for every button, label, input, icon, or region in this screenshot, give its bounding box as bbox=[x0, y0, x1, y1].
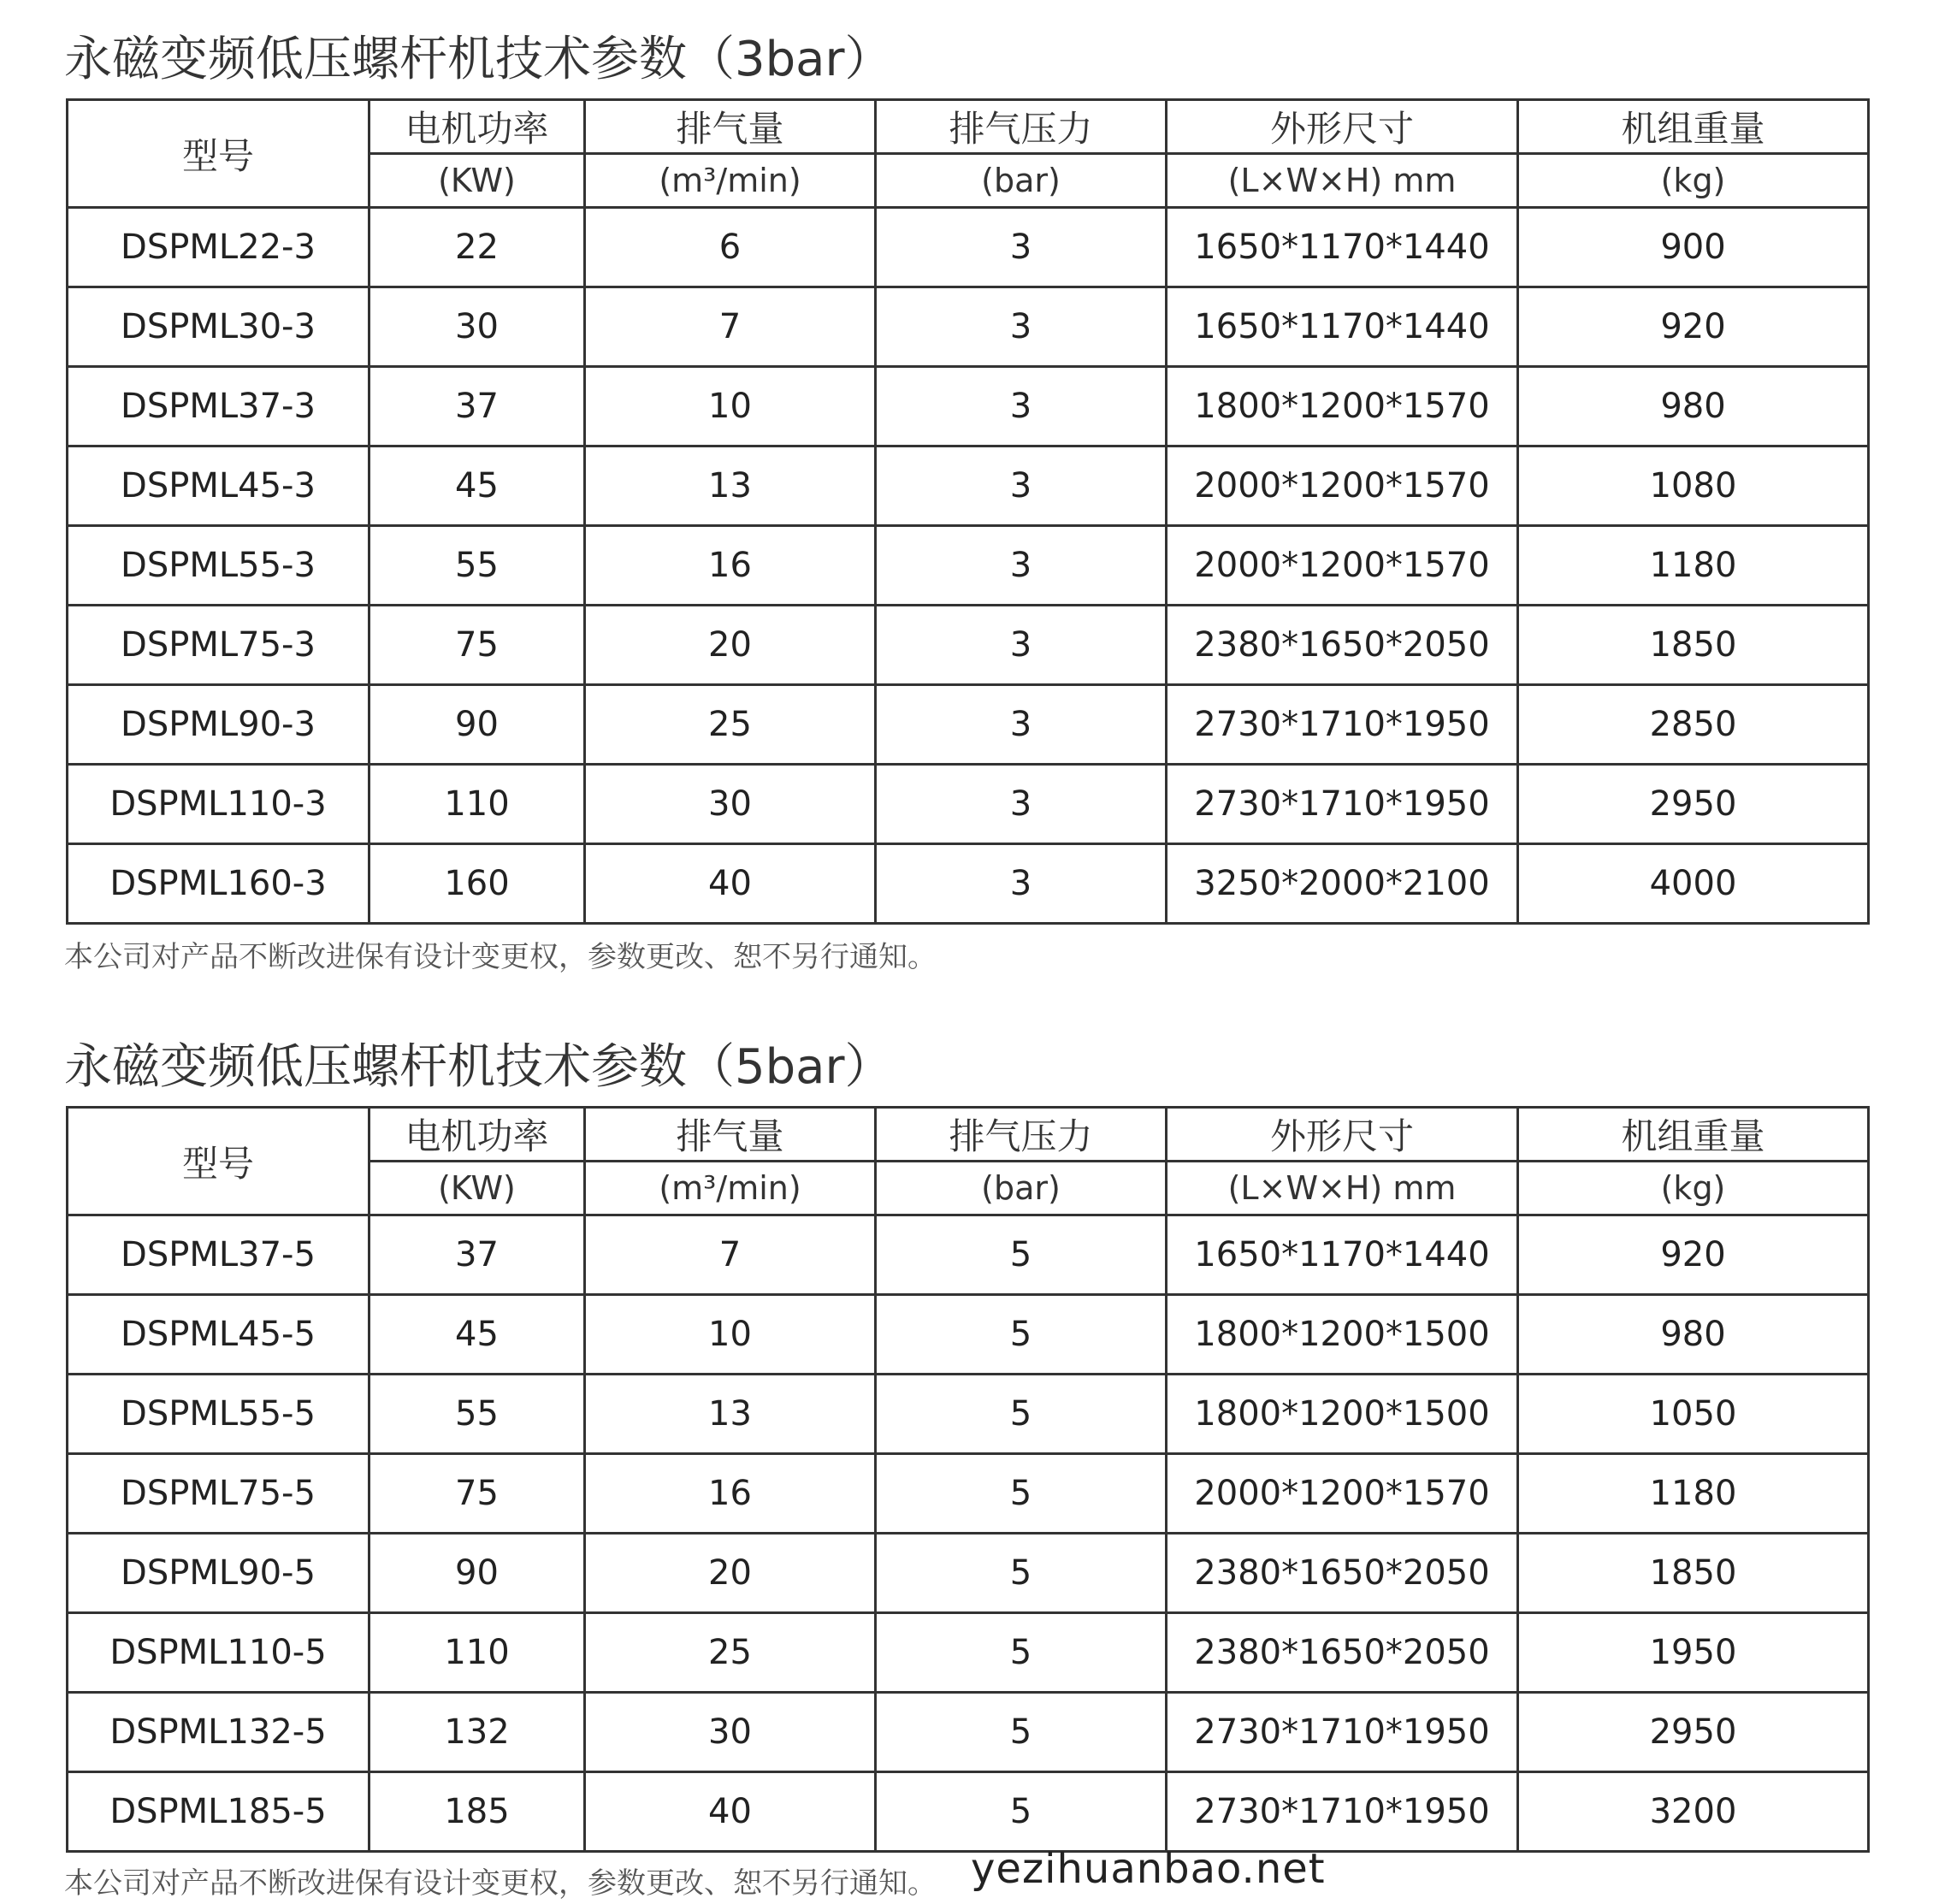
cell-model: DSPML110-3 bbox=[68, 765, 369, 844]
cell-power: 110 bbox=[369, 1613, 585, 1693]
header-weight: 机组重量 bbox=[1518, 1108, 1869, 1162]
cell-pressure: 3 bbox=[876, 606, 1167, 685]
table-title-5bar: 永磁变频低压螺杆机技术参数（5bar） bbox=[64, 1039, 893, 1095]
header-power-unit: (KW) bbox=[369, 1162, 585, 1215]
header-dimension-unit: (L×W×H) mm bbox=[1167, 154, 1518, 208]
cell-pressure: 3 bbox=[876, 765, 1167, 844]
header-power: 电机功率 bbox=[369, 1108, 585, 1162]
cell-pressure: 5 bbox=[876, 1772, 1167, 1852]
cell-model: DSPML55-5 bbox=[68, 1375, 369, 1454]
cell-model: DSPML90-5 bbox=[68, 1534, 369, 1613]
table-row bbox=[68, 208, 1869, 287]
table-row bbox=[68, 1613, 1869, 1693]
cell-model: DSPML110-5 bbox=[68, 1613, 369, 1693]
header-dimension: 外形尺寸 bbox=[1167, 100, 1518, 154]
cell-weight: 980 bbox=[1518, 1295, 1869, 1375]
cell-flow: 40 bbox=[585, 844, 876, 924]
cell-dimension: 3250*2000*2100 bbox=[1167, 844, 1518, 924]
cell-weight: 2950 bbox=[1518, 765, 1869, 844]
cell-dimension: 2000*1200*1570 bbox=[1167, 1454, 1518, 1534]
cell-weight: 920 bbox=[1518, 1215, 1869, 1295]
header-dimension-unit: (L×W×H) mm bbox=[1167, 1162, 1518, 1215]
table-body-3bar bbox=[68, 100, 1869, 924]
cell-model: DSPML185-5 bbox=[68, 1772, 369, 1852]
cell-flow: 20 bbox=[585, 1534, 876, 1613]
cell-power: 55 bbox=[369, 1375, 585, 1454]
table-row bbox=[68, 844, 1869, 924]
table-row bbox=[68, 606, 1869, 685]
header-pressure: 排气压力 bbox=[876, 100, 1167, 154]
cell-model: DSPML55-3 bbox=[68, 526, 369, 606]
cell-power: 55 bbox=[369, 526, 585, 606]
cell-flow: 10 bbox=[585, 1295, 876, 1375]
cell-power: 45 bbox=[369, 1295, 585, 1375]
cell-pressure: 3 bbox=[876, 685, 1167, 765]
cell-pressure: 5 bbox=[876, 1295, 1167, 1375]
cell-model: DSPML22-3 bbox=[68, 208, 369, 287]
cell-flow: 30 bbox=[585, 1693, 876, 1772]
cell-model: DSPML45-3 bbox=[68, 446, 369, 526]
cell-power: 37 bbox=[369, 367, 585, 446]
cell-pressure: 3 bbox=[876, 367, 1167, 446]
table-row bbox=[68, 1534, 1869, 1613]
header-model: 型号 bbox=[68, 100, 369, 208]
header-weight-unit: (kg) bbox=[1518, 154, 1869, 208]
cell-dimension: 1650*1170*1440 bbox=[1167, 208, 1518, 287]
cell-power: 37 bbox=[369, 1215, 585, 1295]
header-dimension: 外形尺寸 bbox=[1167, 1108, 1518, 1162]
cell-flow: 20 bbox=[585, 606, 876, 685]
cell-flow: 30 bbox=[585, 765, 876, 844]
cell-pressure: 5 bbox=[876, 1534, 1167, 1613]
table-row bbox=[68, 287, 1869, 367]
cell-pressure: 3 bbox=[876, 844, 1167, 924]
table-row bbox=[68, 367, 1869, 446]
cell-model: DSPML30-3 bbox=[68, 287, 369, 367]
cell-weight: 1080 bbox=[1518, 446, 1869, 526]
cell-dimension: 1800*1200*1500 bbox=[1167, 1295, 1518, 1375]
cell-model: DSPML75-3 bbox=[68, 606, 369, 685]
cell-pressure: 5 bbox=[876, 1375, 1167, 1454]
cell-dimension: 1650*1170*1440 bbox=[1167, 1215, 1518, 1295]
table-row bbox=[68, 765, 1869, 844]
cell-weight: 1850 bbox=[1518, 1534, 1869, 1613]
cell-weight: 1850 bbox=[1518, 606, 1869, 685]
cell-power: 45 bbox=[369, 446, 585, 526]
cell-model: DSPML90-3 bbox=[68, 685, 369, 765]
footnote-5bar: 本公司对产品不断改进保有设计变更权，参数更改、恕不另行通知。 bbox=[64, 1866, 937, 1901]
cell-model: DSPML160-3 bbox=[68, 844, 369, 924]
cell-weight: 1180 bbox=[1518, 526, 1869, 606]
table-row bbox=[68, 1215, 1869, 1295]
cell-power: 132 bbox=[369, 1693, 585, 1772]
cell-pressure: 5 bbox=[876, 1215, 1167, 1295]
cell-weight: 920 bbox=[1518, 287, 1869, 367]
cell-power: 90 bbox=[369, 685, 585, 765]
cell-pressure: 5 bbox=[876, 1454, 1167, 1534]
spec-table-5bar bbox=[66, 1106, 1870, 1853]
cell-flow: 6 bbox=[585, 208, 876, 287]
cell-weight: 900 bbox=[1518, 208, 1869, 287]
cell-dimension: 1800*1200*1570 bbox=[1167, 367, 1518, 446]
cell-weight: 1180 bbox=[1518, 1454, 1869, 1534]
cell-weight: 980 bbox=[1518, 367, 1869, 446]
header-flow: 排气量 bbox=[585, 100, 876, 154]
cell-model: DSPML45-5 bbox=[68, 1295, 369, 1375]
header-pressure: 排气压力 bbox=[876, 1108, 1167, 1162]
cell-dimension: 2730*1710*1950 bbox=[1167, 1693, 1518, 1772]
cell-dimension: 1650*1170*1440 bbox=[1167, 287, 1518, 367]
cell-pressure: 3 bbox=[876, 287, 1167, 367]
cell-flow: 40 bbox=[585, 1772, 876, 1852]
cell-dimension: 2000*1200*1570 bbox=[1167, 526, 1518, 606]
cell-dimension: 1800*1200*1500 bbox=[1167, 1375, 1518, 1454]
cell-model: DSPML132-5 bbox=[68, 1693, 369, 1772]
cell-pressure: 3 bbox=[876, 526, 1167, 606]
table-row bbox=[68, 446, 1869, 526]
header-weight-unit: (kg) bbox=[1518, 1162, 1869, 1215]
cell-dimension: 2380*1650*2050 bbox=[1167, 1613, 1518, 1693]
cell-power: 22 bbox=[369, 208, 585, 287]
table-row bbox=[68, 1295, 1869, 1375]
header-flow-unit: (m³/min) bbox=[585, 1162, 876, 1215]
cell-flow: 16 bbox=[585, 1454, 876, 1534]
cell-flow: 16 bbox=[585, 526, 876, 606]
cell-dimension: 2000*1200*1570 bbox=[1167, 446, 1518, 526]
spec-table-3bar bbox=[66, 98, 1870, 925]
header-power-unit: (KW) bbox=[369, 154, 585, 208]
cell-pressure: 3 bbox=[876, 446, 1167, 526]
cell-weight: 2850 bbox=[1518, 685, 1869, 765]
cell-power: 185 bbox=[369, 1772, 585, 1852]
table-row bbox=[68, 1375, 1869, 1454]
cell-power: 90 bbox=[369, 1534, 585, 1613]
table-row bbox=[68, 1772, 1869, 1852]
header-weight: 机组重量 bbox=[1518, 100, 1869, 154]
cell-model: DSPML37-3 bbox=[68, 367, 369, 446]
cell-pressure: 5 bbox=[876, 1613, 1167, 1693]
table-row bbox=[68, 1693, 1869, 1772]
cell-weight: 1050 bbox=[1518, 1375, 1869, 1454]
footnote-3bar: 本公司对产品不断改进保有设计变更权，参数更改、恕不另行通知。 bbox=[64, 940, 937, 974]
cell-power: 30 bbox=[369, 287, 585, 367]
header-flow-unit: (m³/min) bbox=[585, 154, 876, 208]
table-row bbox=[68, 1454, 1869, 1534]
site-watermark: yezihuanbao.net bbox=[971, 1845, 1326, 1893]
table-row bbox=[68, 526, 1869, 606]
cell-power: 160 bbox=[369, 844, 585, 924]
cell-flow: 13 bbox=[585, 1375, 876, 1454]
cell-weight: 4000 bbox=[1518, 844, 1869, 924]
cell-power: 75 bbox=[369, 606, 585, 685]
cell-model: DSPML37-5 bbox=[68, 1215, 369, 1295]
cell-dimension: 2730*1710*1950 bbox=[1167, 765, 1518, 844]
cell-weight: 3200 bbox=[1518, 1772, 1869, 1852]
header-pressure-unit: (bar) bbox=[876, 1162, 1167, 1215]
header-flow: 排气量 bbox=[585, 1108, 876, 1162]
header-power: 电机功率 bbox=[369, 100, 585, 154]
cell-dimension: 2380*1650*2050 bbox=[1167, 606, 1518, 685]
cell-pressure: 5 bbox=[876, 1693, 1167, 1772]
cell-weight: 1950 bbox=[1518, 1613, 1869, 1693]
cell-flow: 10 bbox=[585, 367, 876, 446]
header-pressure-unit: (bar) bbox=[876, 154, 1167, 208]
cell-power: 110 bbox=[369, 765, 585, 844]
cell-dimension: 2730*1710*1950 bbox=[1167, 685, 1518, 765]
cell-flow: 25 bbox=[585, 1613, 876, 1693]
cell-flow: 25 bbox=[585, 685, 876, 765]
cell-model: DSPML75-5 bbox=[68, 1454, 369, 1534]
table-row bbox=[68, 685, 1869, 765]
table-title-3bar: 永磁变频低压螺杆机技术参数（3bar） bbox=[64, 32, 893, 87]
cell-dimension: 2730*1710*1950 bbox=[1167, 1772, 1518, 1852]
table-body-5bar bbox=[68, 1108, 1869, 1852]
cell-power: 75 bbox=[369, 1454, 585, 1534]
cell-flow: 13 bbox=[585, 446, 876, 526]
cell-pressure: 3 bbox=[876, 208, 1167, 287]
cell-dimension: 2380*1650*2050 bbox=[1167, 1534, 1518, 1613]
cell-flow: 7 bbox=[585, 1215, 876, 1295]
cell-weight: 2950 bbox=[1518, 1693, 1869, 1772]
cell-flow: 7 bbox=[585, 287, 876, 367]
header-model: 型号 bbox=[68, 1108, 369, 1215]
